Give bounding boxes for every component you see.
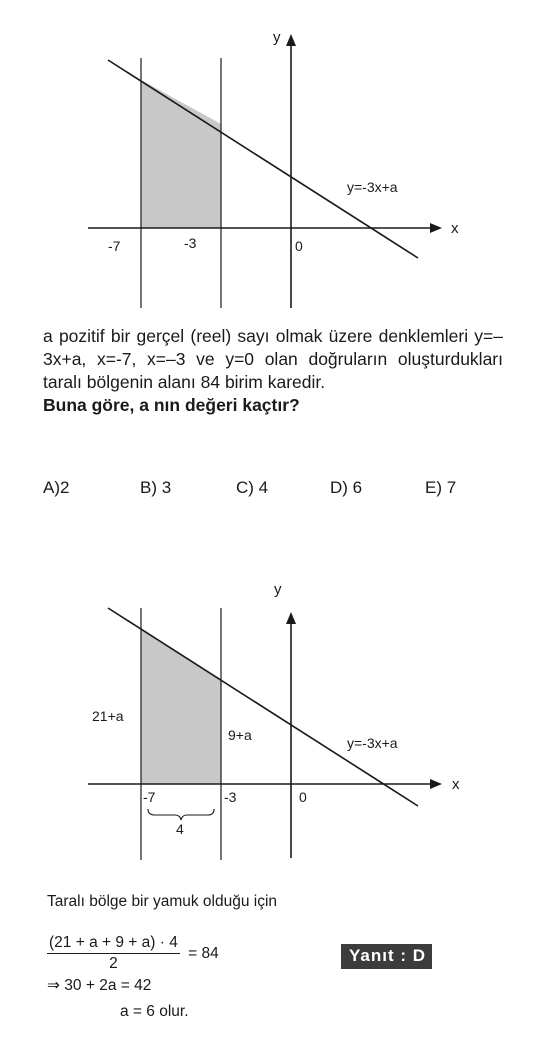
fraction-result: = 84 — [188, 944, 219, 962]
area-formula — [47, 933, 219, 974]
choice-d[interactable]: D) 6 — [330, 478, 363, 497]
question-body — [43, 325, 503, 417]
solution-step-1: ⇒ 30 + 2a = 42 — [47, 977, 152, 994]
choice-e[interactable]: E) 7 — [425, 478, 457, 497]
y-axis-label: y — [274, 581, 282, 598]
line-label: y=-3x+a — [347, 735, 398, 751]
x-axis-label: x — [452, 776, 460, 793]
choice-a[interactable]: A)2 — [43, 478, 70, 497]
shaded-region — [141, 80, 221, 228]
left-height-label: 21+a — [92, 708, 124, 724]
tick-label: 0 — [295, 238, 303, 254]
line-label: y=-3x+a — [347, 179, 398, 195]
tick-label: -7 — [143, 789, 156, 805]
tick-label: -3 — [184, 235, 197, 251]
solution-step-2: a = 6 olur. — [120, 1003, 189, 1020]
area-fraction — [47, 933, 180, 974]
solution-figure — [0, 578, 560, 878]
tick-label: -3 — [224, 789, 237, 805]
x-axis-label: x — [451, 220, 459, 237]
y-axis-arrow — [286, 612, 296, 624]
solution-intro: Taralı bölge bir yamuk olduğu için — [47, 893, 278, 910]
question-prompt: Buna göre, a nın değeri kaçtır? — [43, 395, 300, 415]
tick-label: -7 — [108, 238, 121, 254]
shaded-region — [141, 628, 221, 784]
question-figure — [0, 18, 560, 318]
y-axis-label: y — [273, 29, 281, 46]
x-axis-arrow — [430, 223, 442, 233]
choice-b[interactable]: B) 3 — [140, 478, 172, 497]
right-height-label: 9+a — [228, 727, 252, 743]
y-axis-arrow — [286, 34, 296, 46]
fraction-denominator: 2 — [109, 955, 118, 972]
x-axis-arrow — [430, 779, 442, 789]
width-brace — [148, 809, 214, 820]
question-text: a pozitif bir gerçel (reel) sayı olmak üzere denklemleri y=–3x+a, x=-7, x=–3 ve y=0 olan doğruların oluşturdukları taralı bölgenin alanı 84 birim karedir. — [43, 326, 503, 392]
fraction-numerator: (21 + a + 9 + a) · 4 — [47, 933, 180, 954]
choice-c[interactable]: C) 4 — [236, 478, 269, 497]
width-label: 4 — [176, 821, 184, 837]
answer-badge: Yanıt : D — [341, 944, 432, 969]
tick-label: 0 — [299, 789, 307, 805]
